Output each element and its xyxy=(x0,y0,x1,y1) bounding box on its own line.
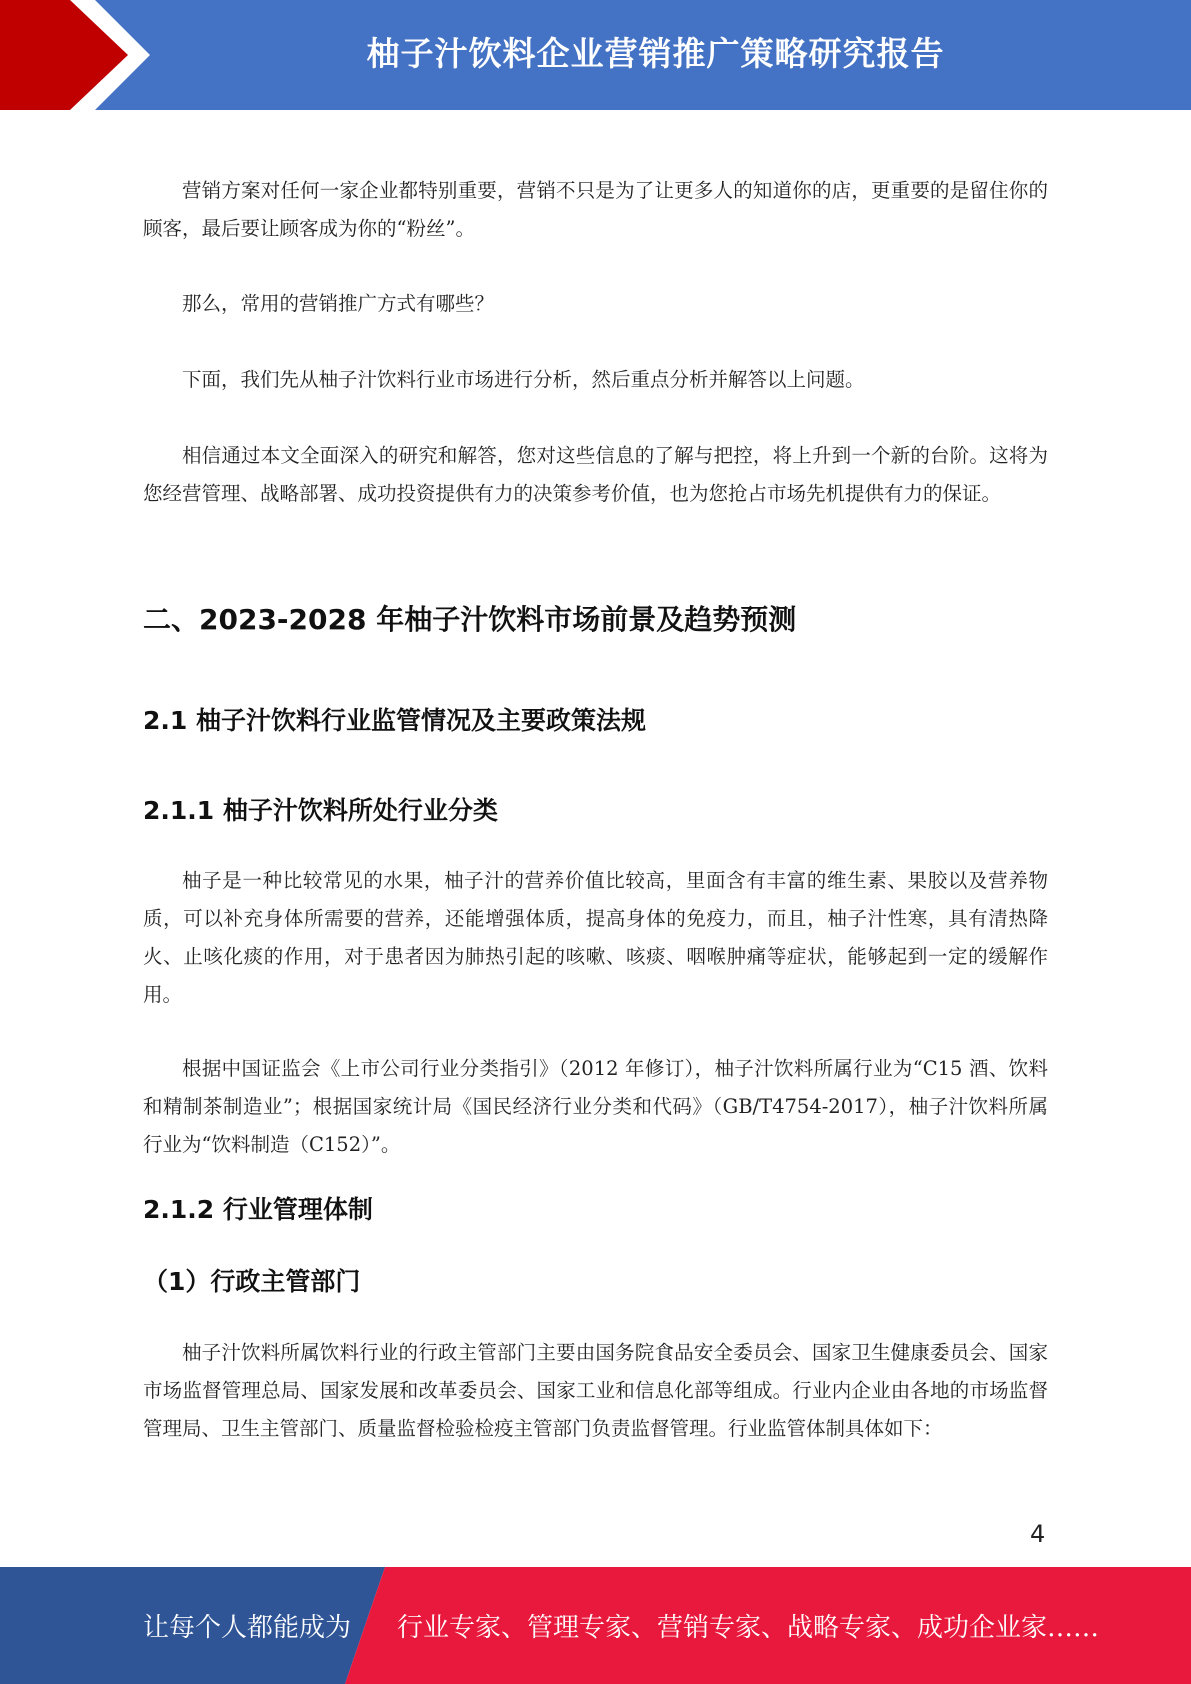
intro-paragraph-4: 相信通过本文全面深入的研究和解答，您对这些信息的了解与把控，将上升到一个新的台阶。这将为您经营管理、战略部署、成功投资提供有力的决策参考价值，也为您抢占市场先机提供有力的保证。 xyxy=(143,444,1048,505)
page-footer xyxy=(0,1567,1191,1684)
footer-slogan-right: 行业专家、管理专家、营销专家、战略专家、成功企业家…… xyxy=(397,1613,1100,1643)
report-title: 柚子汁饮料企业营销推广策略研究报告 xyxy=(366,34,945,73)
page-number: 4 xyxy=(1030,1520,1046,1548)
body-paragraph-grapefruit: 柚子是一种比较常见的水果，柚子汁的营养价值比较高，里面含有丰富的维生素、果胶以及营养物质，可以补充身体所需要的营养，还能增强体质，提高身体的免疫力，而且，柚子汁性寒，具有清热降火、止咳化痰的作用，对于患者因为肺热引起的咳嗽、咳痰、咽喉肿痛等症状，能够起到一定的缓解作用。 xyxy=(143,869,1048,1006)
intro-paragraph-3: 下面，我们先从柚子汁饮料行业市场进行分析，然后重点分析并解答以上问题。 xyxy=(182,368,865,391)
body-paragraph-regulation: 柚子汁饮料所属饮料行业的行政主管部门主要由国务院食品安全委员会、国家卫生健康委员会、国家市场监督管理总局、国家发展和改革委员会、国家工业和信息化部等组成。行业内企业由各地的市场监督管理局、卫生主管部门、质量监督检验检疫主管部门负责监督管理。行业监管体制具体如下： xyxy=(143,1341,1048,1440)
section-heading-2-1-2: 2.1.2 行业管理体制 xyxy=(143,1195,373,1224)
section-heading-2: 二、2023-2028 年柚子汁饮料市场前景及趋势预测 xyxy=(143,603,797,636)
section-heading-2-1-1: 2.1.1 柚子汁饮料所处行业分类 xyxy=(143,796,498,825)
body-paragraph-classification: 根据中国证监会《上市公司行业分类指引》（2012 年修订），柚子汁饮料所属行业为“C15 酒、饮料和精制茶制造业”；根据国家统计局《国民经济行业分类和代码》（GB/T4754-2017），柚子汁饮料所属行业为“饮料制造（C152）”。 xyxy=(143,1057,1048,1156)
section-heading-2-1: 2.1 柚子汁饮料行业监管情况及主要政策法规 xyxy=(143,706,646,735)
footer-slogan-left: 让每个人都能成为 xyxy=(143,1613,352,1643)
intro-paragraph-2: 那么，常用的营销推广方式有哪些？ xyxy=(182,292,495,315)
subheading-admin-department: （1）行政主管部门 xyxy=(143,1267,361,1296)
intro-paragraph-1: 营销方案对任何一家企业都特别重要，营销不只是为了让更多人的知道你的店，更重要的是留住你的顾客，最后要让顾客成为你的“粉丝”。 xyxy=(143,179,1048,240)
page-header xyxy=(0,0,1191,110)
